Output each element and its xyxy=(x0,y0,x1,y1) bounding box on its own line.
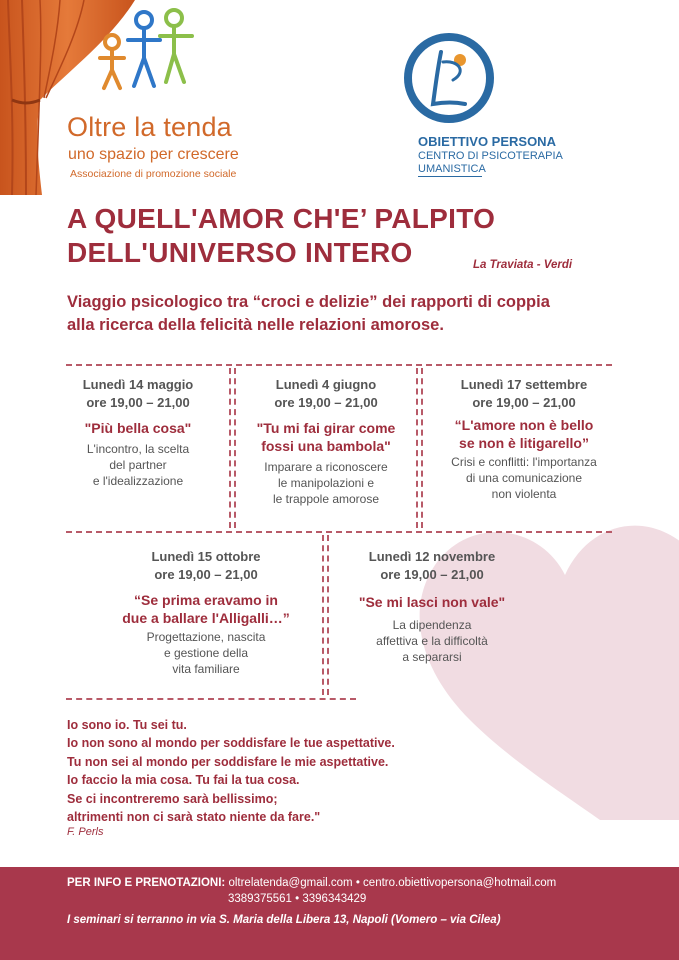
footer-emails[interactable]: oltrelatenda@gmail.com • centro.obiettivopersona@hotmail.com xyxy=(228,877,557,889)
session-desc-line: le manipolazioni e xyxy=(277,476,375,490)
session-title xyxy=(332,593,532,611)
divider-col-2 xyxy=(416,368,418,528)
session-description xyxy=(332,617,532,665)
session-title-line: due a ballare l'Alligalli…” xyxy=(122,610,290,626)
partner-underline xyxy=(418,176,482,177)
poem-line: Io sono io. Tu sei tu. xyxy=(67,718,187,732)
session-title-line: "Se mi lasci non vale" xyxy=(358,594,506,610)
session-title xyxy=(48,419,228,437)
session-title-line: "Tu mi fai girar come xyxy=(256,420,396,436)
session-desc-line: di una comunicazione xyxy=(465,471,583,485)
session-date: Lunedì 4 giugno xyxy=(275,377,377,392)
session-title xyxy=(424,416,624,452)
session-desc-line: le trappole amorose xyxy=(272,492,380,506)
divider-col-3 xyxy=(322,535,324,695)
session-desc-line: non violenta xyxy=(491,487,557,501)
session-description xyxy=(48,441,228,489)
session-desc-line: Imparare a riconoscere xyxy=(264,460,388,474)
session-title-line: fossi una bambola" xyxy=(261,438,391,454)
session-card xyxy=(424,375,624,502)
footer-banner xyxy=(0,867,679,960)
session-desc-line: La dipendenza xyxy=(392,618,472,632)
brand-association: Associazione di promozione sociale xyxy=(70,168,237,180)
session-title-line: “L'amore non è bello xyxy=(454,417,594,433)
poem-line: Tu non sei al mondo per soddisfare le mie aspettative. xyxy=(67,754,389,769)
session-desc-line: Crisi e conflitti: l'importanza xyxy=(451,455,597,469)
session-desc-line: affettiva e la difficoltà xyxy=(376,634,488,648)
divider-col-2b xyxy=(421,368,423,528)
brand-name: Oltre la tenda xyxy=(67,112,232,142)
session-desc-line: L'incontro, la scelta xyxy=(86,442,190,456)
brand-tagline: uno spazio per crescere xyxy=(68,146,239,163)
session-desc-line: e l'idealizzazione xyxy=(92,474,184,488)
lead-line-1: Viaggio psicologico tra “croci e delizie” dei rapporti di coppia xyxy=(67,293,550,311)
footer-contacts xyxy=(67,877,556,889)
session-date: Lunedì 17 settembre xyxy=(460,377,588,392)
partner-line-1: CENTRO DI PSICOTERAPIA xyxy=(418,150,563,162)
session-title xyxy=(236,419,416,455)
divider-bottom xyxy=(66,698,356,700)
footer-phones[interactable]: 3389375561 • 3396343429 xyxy=(228,893,367,905)
session-time: ore 19,00 – 21,00 xyxy=(154,567,258,582)
divider-col-1 xyxy=(229,368,231,528)
session-time: ore 19,00 – 21,00 xyxy=(274,395,378,410)
children-illustration xyxy=(92,2,212,98)
session-desc-line: vita familiare xyxy=(172,662,240,676)
session-date: Lunedì 12 novembre xyxy=(368,549,496,564)
session-description xyxy=(96,629,316,677)
session-desc-line: Progettazione, nascita xyxy=(146,630,266,644)
title-line-1: A QUELL'AMOR CH'E’ PALPITO xyxy=(67,203,496,234)
poem-text xyxy=(67,716,395,826)
divider-top xyxy=(66,364,612,366)
session-time: ore 19,00 – 21,00 xyxy=(472,395,576,410)
session-desc-line: del partner xyxy=(109,458,167,472)
page-title xyxy=(67,202,495,270)
lead-line-2: alla ricerca della felicità nelle relazioni amorose. xyxy=(67,316,444,334)
divider-middle xyxy=(66,531,612,533)
session-date: Lunedì 15 ottobre xyxy=(151,549,261,564)
quote-source: La Traviata - Verdi xyxy=(473,259,573,271)
title-line-2: DELL'UNIVERSO INTERO xyxy=(67,237,413,268)
poem-author: F. Perls xyxy=(67,826,104,838)
session-date: Lunedì 14 maggio xyxy=(82,377,194,392)
session-card xyxy=(332,547,532,665)
lead-text xyxy=(67,291,627,337)
poem-line: altrimenti non ci sarà stato niente da fare." xyxy=(67,810,321,825)
session-title-line: "Più bella cosa" xyxy=(84,420,192,436)
session-description xyxy=(424,454,624,502)
footer-venue: I seminari si terranno in via S. Maria della Libera 13, Napoli (Vomero – via Cilea) xyxy=(67,914,501,926)
session-time: ore 19,00 – 21,00 xyxy=(380,567,484,582)
partner-line-2: UMANISTICA xyxy=(418,163,486,175)
session-card xyxy=(236,375,416,507)
session-title xyxy=(96,591,316,627)
partner-name: OBIETTIVO PERSONA xyxy=(418,134,556,149)
poem-line: Se ci incontreremo sarà bellissimo; xyxy=(67,791,278,806)
poem-line: Io non sono al mondo per soddisfare le tue aspettative. xyxy=(67,736,395,751)
session-card xyxy=(48,375,228,489)
obiettivo-persona-logo xyxy=(403,32,495,124)
session-time: ore 19,00 – 21,00 xyxy=(86,395,190,410)
session-desc-line: e gestione della xyxy=(163,646,249,660)
session-card xyxy=(96,547,316,677)
session-desc-line: a separarsi xyxy=(402,650,462,664)
session-title-line: “Se prima eravamo in xyxy=(134,592,278,608)
session-description xyxy=(236,459,416,507)
poem-line: Io faccio la mia cosa. Tu fai la tua cosa. xyxy=(67,773,300,788)
footer-label: PER INFO E PRENOTAZIONI: xyxy=(67,877,226,889)
divider-col-3b xyxy=(327,535,329,695)
session-title-line: se non è litigarello” xyxy=(459,435,589,451)
